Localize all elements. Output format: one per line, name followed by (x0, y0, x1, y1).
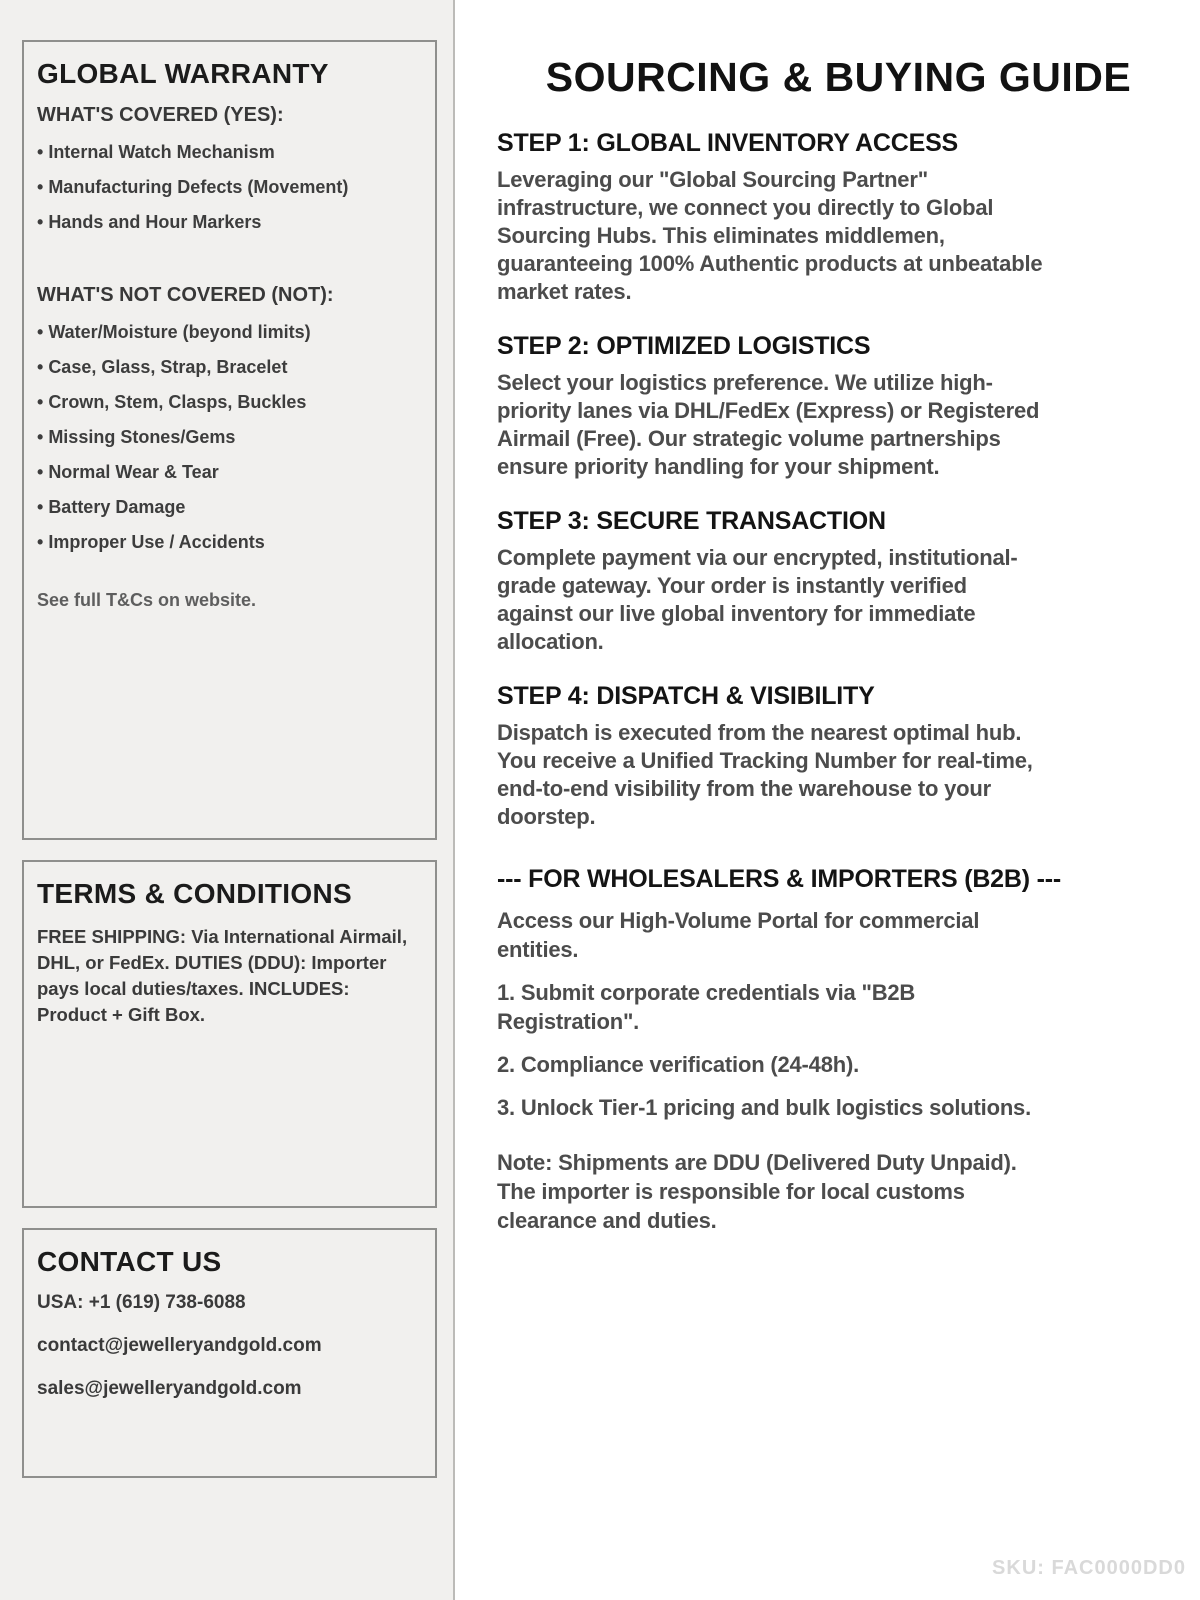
step-3-section (497, 507, 1180, 656)
step-4-body: Dispatch is executed from the nearest optimal hub. You receive a Unified Tracking Number for real-time, end-to-end visibility from the warehouse to your doorstep. (497, 720, 1033, 829)
sales-email: sales@jewelleryandgold.com (37, 1378, 302, 1399)
step-1-body: Leveraging our "Global Sourcing Partner" infrastructure, we connect you directly to Global Sourcing Hubs. This eliminates middlemen, guaranteeing 100% Authentic products at unbeatable market rates. (497, 167, 1043, 304)
step-1-section (497, 129, 1180, 306)
list-item: • Missing Stones/Gems (37, 428, 423, 447)
list-item: • Manufacturing Defects (Movement) (37, 178, 423, 197)
terms-conditions-box (22, 860, 437, 1208)
b2b-item-1: 1. Submit corporate credentials via "B2B Registration". (497, 980, 916, 1034)
step-2-heading: STEP 2: OPTIMIZED LOGISTICS (497, 332, 871, 360)
b2b-section (497, 865, 1180, 1235)
b2b-item-2: 2. Compliance verification (24-48h). (497, 1052, 860, 1077)
terms-body: FREE SHIPPING: Via International Airmail, DHL, or FedEx. DUTIES (DDU): Importer pays local duties/taxes. INCLUDES: Product + Gift Box. (37, 926, 408, 1025)
list-item: • Normal Wear & Tear (37, 463, 423, 482)
list-item: • Water/Moisture (beyond limits) (37, 323, 423, 342)
terms-title: TERMS & CONDITIONS (37, 878, 352, 909)
list-item: • Hands and Hour Markers (37, 213, 423, 232)
b2b-item-3: 3. Unlock Tier-1 pricing and bulk logistics solutions. (497, 1095, 1032, 1120)
covered-list (37, 143, 423, 232)
contact-us-box (22, 1228, 437, 1478)
step-1-heading: STEP 1: GLOBAL INVENTORY ACCESS (497, 129, 959, 157)
list-item: • Improper Use / Accidents (37, 533, 423, 552)
sidebar (0, 0, 455, 1600)
step-2-body: Select your logistics preference. We utilize high-priority lanes via DHL/FedEx (Express) or Registered Airmail (Free). Our strategic volume partnerships ensure priority handling for your shipment. (497, 370, 1040, 479)
main-content (457, 0, 1200, 1600)
contact-phone: USA: +1 (619) 738-6088 (37, 1292, 246, 1313)
not-covered-list (37, 323, 423, 552)
not-covered-subheading: WHAT'S NOT COVERED (NOT): (37, 284, 334, 306)
sku-label: SKU: FAC0000DD0 (992, 1557, 1186, 1579)
list-item: • Battery Damage (37, 498, 423, 517)
warranty-title: GLOBAL WARRANTY (37, 58, 329, 89)
warranty-footnote: See full T&Cs on website. (37, 590, 257, 610)
contact-title: CONTACT US (37, 1246, 222, 1277)
b2b-intro: Access our High-Volume Portal for commercial entities. (497, 908, 980, 962)
global-warranty-box (22, 40, 437, 840)
step-2-section (497, 332, 1180, 481)
covered-subheading: WHAT'S COVERED (YES): (37, 104, 284, 126)
step-4-section (497, 682, 1180, 831)
list-item: • Case, Glass, Strap, Bracelet (37, 358, 423, 377)
b2b-heading: --- FOR WHOLESALERS & IMPORTERS (B2B) --- (497, 865, 1061, 893)
step-4-heading: STEP 4: DISPATCH & VISIBILITY (497, 682, 875, 710)
step-3-heading: STEP 3: SECURE TRANSACTION (497, 507, 886, 535)
b2b-note: Note: Shipments are DDU (Delivered Duty Unpaid). The importer is responsible for local customs clearance and duties. (497, 1150, 1017, 1233)
list-item: • Internal Watch Mechanism (37, 143, 423, 162)
list-item: • Crown, Stem, Clasps, Buckles (37, 393, 423, 412)
contact-email: contact@jewelleryandgold.com (37, 1335, 322, 1356)
page-title: SOURCING & BUYING GUIDE (545, 54, 1132, 100)
step-3-body: Complete payment via our encrypted, institutional-grade gateway. Your order is instantly verified against our live global inventory for immediate allocation. (497, 545, 1018, 654)
